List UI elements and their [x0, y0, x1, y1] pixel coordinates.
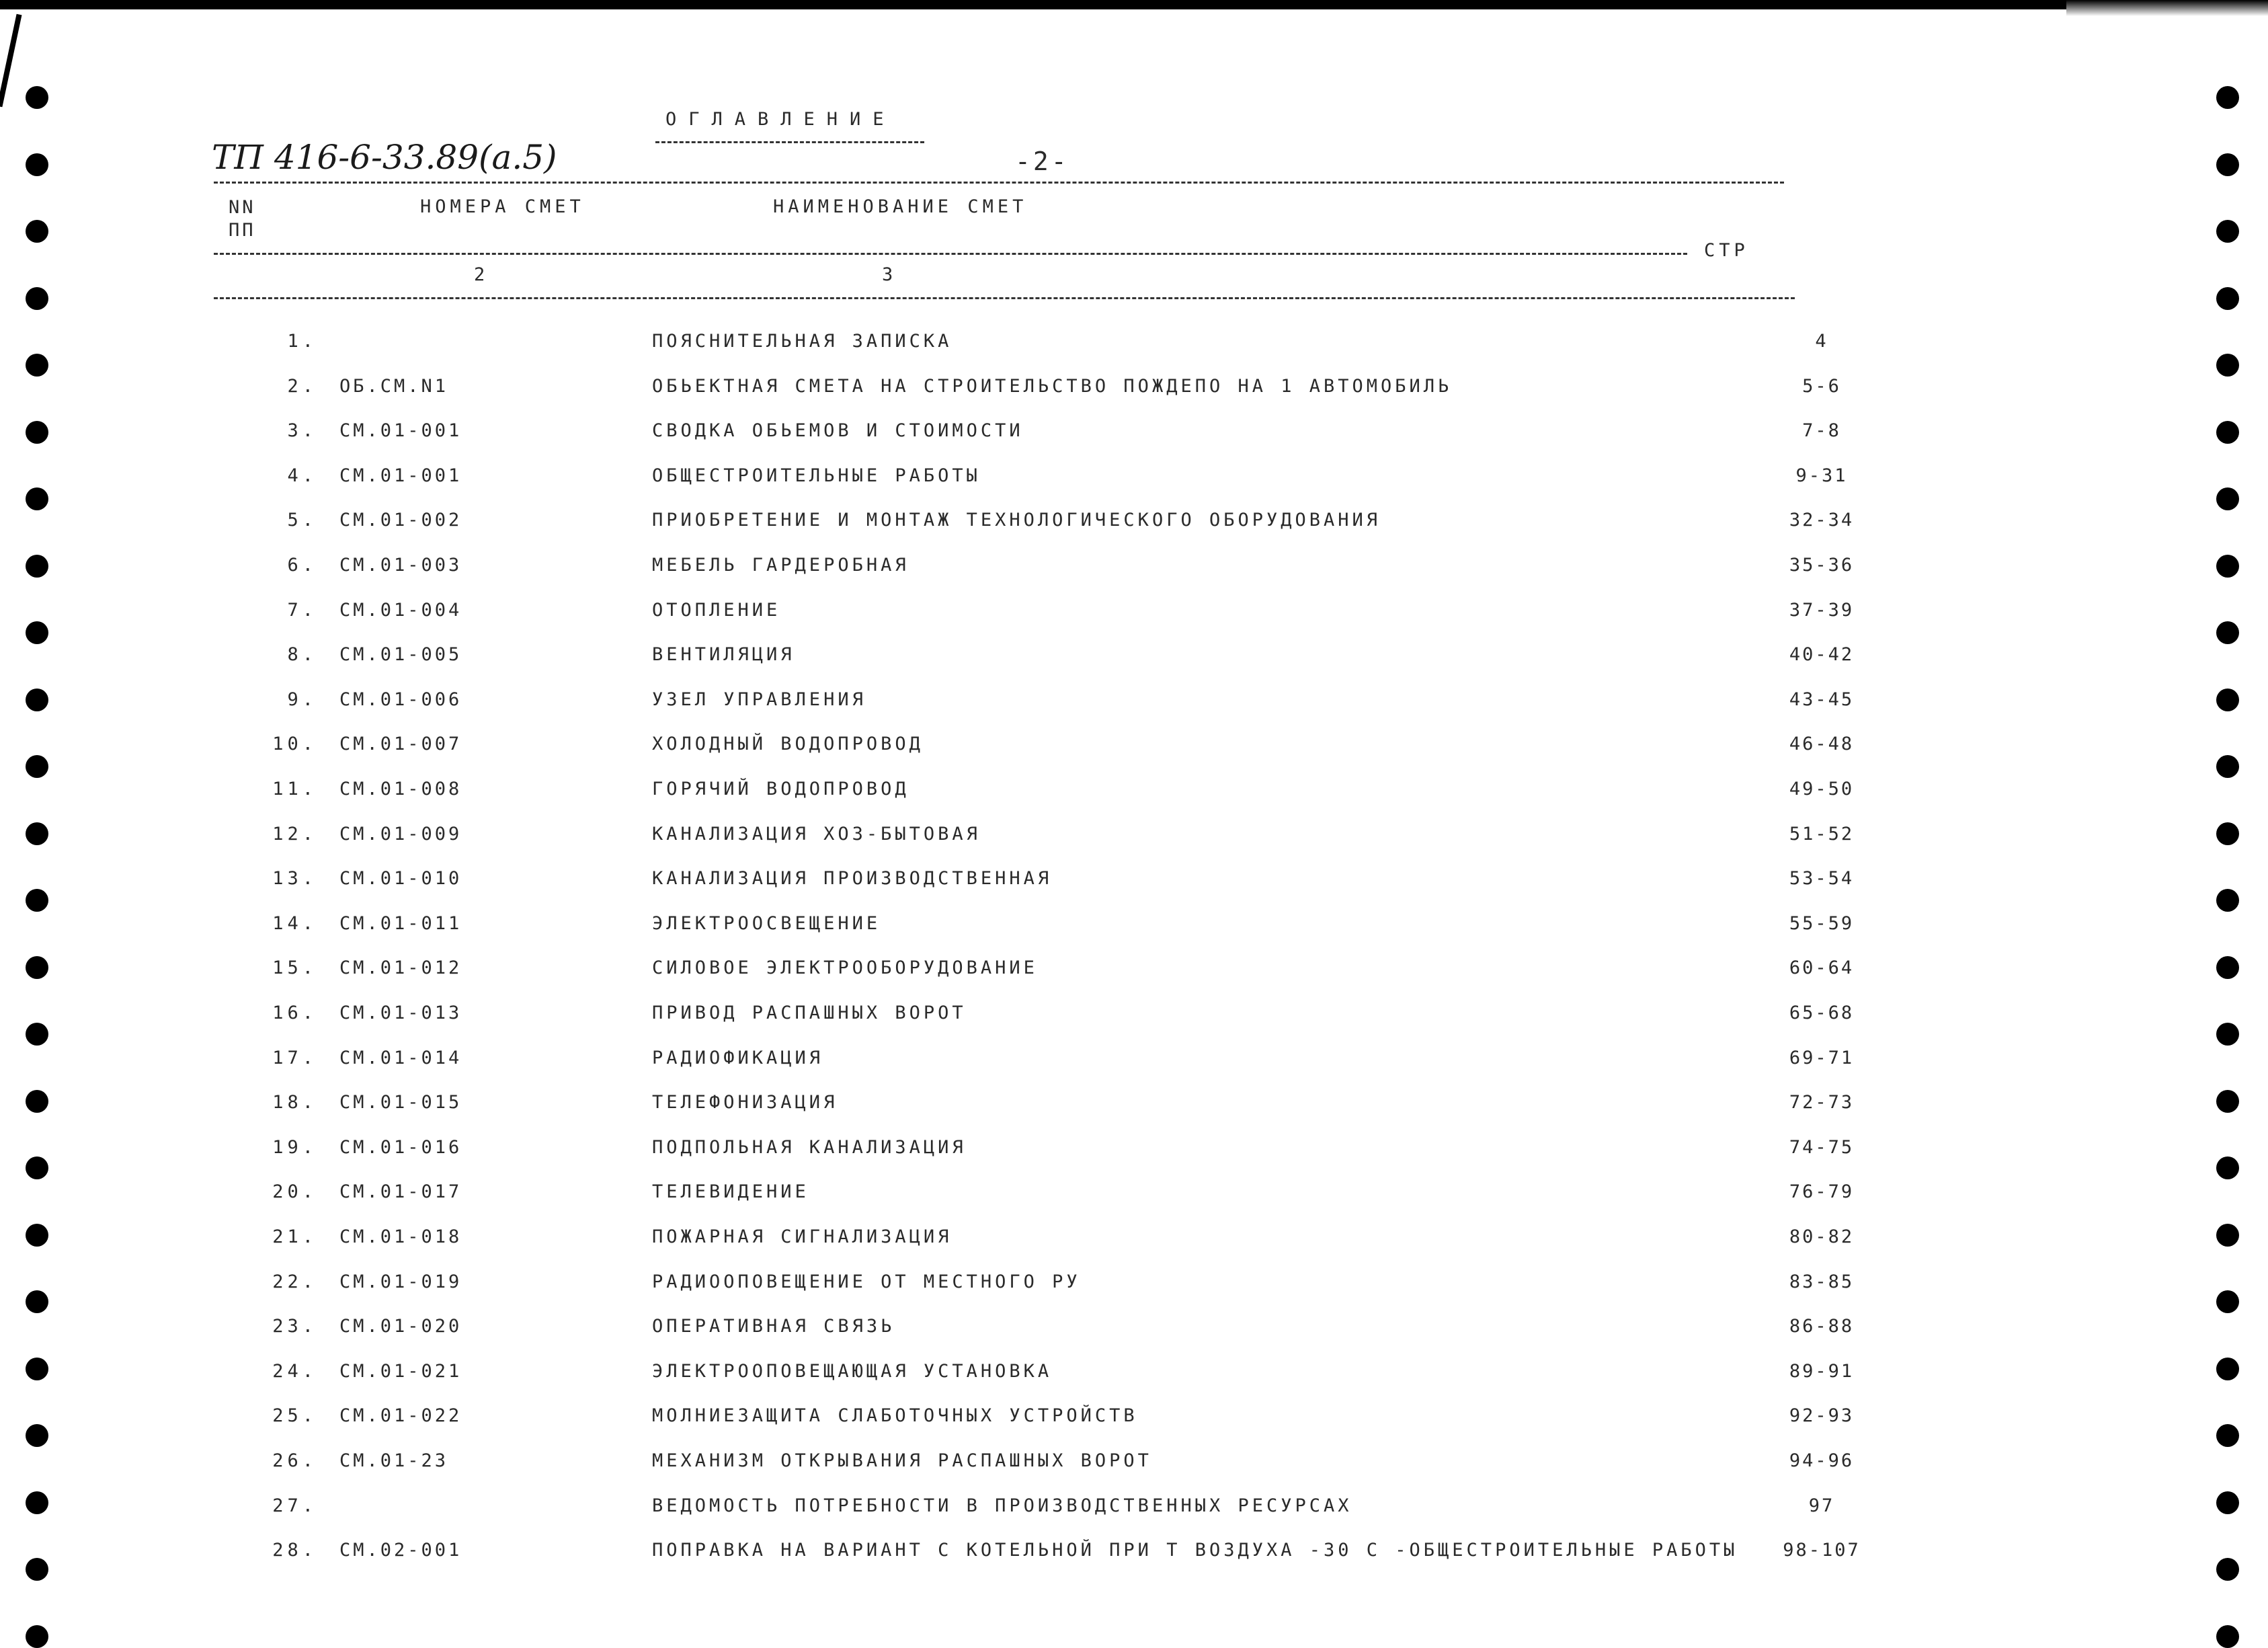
- table-row: [0, 465, 2268, 506]
- row-number: 14.: [272, 913, 317, 934]
- page-number-mark: -2-: [1015, 147, 1069, 176]
- estimate-name: ГОРЯЧИЙ ВОДОПРОВОД: [652, 779, 909, 799]
- table-row: [0, 1003, 2268, 1043]
- estimate-name: ОПЕРАТИВНАЯ СВЯЗЬ: [652, 1316, 895, 1337]
- table-row: [0, 689, 2268, 730]
- table-row: [0, 1361, 2268, 1401]
- page-range: 55-59: [1789, 913, 1855, 934]
- estimate-name: ПРИОБРЕТЕНИЕ И МОНТАЖ ТЕХНОЛОГИЧЕСКОГО ОБОРУДОВАНИЯ: [652, 510, 1381, 531]
- page-range: 65-68: [1789, 1003, 1855, 1023]
- page-range: 74-75: [1789, 1137, 1855, 1158]
- estimate-name: СВОДКА ОБЬЕМОВ И СТОИМОСТИ: [652, 420, 1024, 441]
- estimate-name: РАДИОФИКАЦИЯ: [652, 1048, 824, 1068]
- row-number: 6.: [287, 555, 317, 576]
- estimate-name: УЗЕЛ УПРАВЛЕНИЯ: [652, 689, 866, 710]
- row-number: 4.: [287, 465, 317, 486]
- table-row: [0, 376, 2268, 416]
- tractor-hole: [2216, 86, 2239, 109]
- rule-top: [214, 182, 1784, 184]
- estimate-name: ПОДПОЛЬНАЯ КАНАЛИЗАЦИЯ: [652, 1137, 967, 1158]
- estimate-name: ХОЛОДНЫЙ ВОДОПРОВОД: [652, 734, 924, 754]
- estimate-name: ПРИВОД РАСПАШНЫХ ВОРОТ: [652, 1003, 967, 1023]
- table-row: [0, 555, 2268, 595]
- table-row: [0, 420, 2268, 461]
- estimate-code: СМ.01-001: [339, 465, 462, 486]
- row-number: 7.: [287, 600, 317, 621]
- estimate-name: ОБЬЕКТНАЯ СМЕТА НА СТРОИТЕЛЬСТВО ПОЖДЕПО НА 1 АВТОМОБИЛЬ: [652, 376, 1453, 397]
- table-row: [0, 1226, 2268, 1267]
- estimate-name: СИЛОВОЕ ЭЛЕКТРООБОРУДОВАНИЕ: [652, 957, 1038, 978]
- page-title: ОГЛАВЛЕНИЕ: [665, 109, 896, 130]
- tractor-hole: [26, 1625, 48, 1648]
- row-number: 15.: [272, 957, 317, 978]
- estimate-name: ПОЯСНИТЕЛЬНАЯ ЗАПИСКА: [652, 331, 953, 352]
- estimate-code: СМ.01-005: [339, 644, 462, 665]
- table-row: [0, 600, 2268, 640]
- row-number: 11.: [272, 779, 317, 799]
- row-number: 12.: [272, 824, 317, 845]
- page-range: 83-85: [1789, 1271, 1855, 1292]
- tractor-hole: [26, 86, 48, 109]
- estimate-name: ТЕЛЕВИДЕНИЕ: [652, 1181, 809, 1202]
- row-number: 18.: [272, 1092, 317, 1113]
- page-range: 37-39: [1789, 600, 1855, 621]
- estimate-name: КАНАЛИЗАЦИЯ ПРОИЗВОДСТВЕННАЯ: [652, 868, 1053, 889]
- estimate-code: СМ.01-006: [339, 689, 462, 710]
- page-range: 80-82: [1789, 1226, 1855, 1247]
- title-underline: [655, 141, 924, 143]
- row-number: 20.: [272, 1181, 317, 1202]
- row-number: 3.: [287, 420, 317, 441]
- estimate-code: ОБ.СМ.N1: [339, 376, 449, 397]
- paper-left-tear: [0, 14, 22, 108]
- page-range: 5-6: [1802, 376, 1841, 397]
- estimate-code: СМ.01-008: [339, 779, 462, 799]
- page-range: 51-52: [1789, 824, 1855, 845]
- table-row: [0, 1405, 2268, 1446]
- tractor-hole: [2216, 153, 2239, 176]
- tractor-hole: [2216, 220, 2239, 243]
- column-header-names: НАИМЕНОВАНИЕ СМЕТ: [773, 196, 1028, 217]
- table-row: [0, 1271, 2268, 1312]
- estimate-code: СМ.01-020: [339, 1316, 462, 1337]
- row-number: 24.: [272, 1361, 317, 1382]
- table-row: [0, 1540, 2268, 1580]
- table-row: [0, 868, 2268, 908]
- page-range: 60-64: [1789, 957, 1855, 978]
- estimate-code: СМ.01-012: [339, 957, 462, 978]
- page-range: 9-31: [1795, 465, 1848, 486]
- table-row: [0, 1495, 2268, 1536]
- estimate-code: СМ.01-007: [339, 734, 462, 754]
- estimate-code: СМ.01-013: [339, 1003, 462, 1023]
- table-row: [0, 1316, 2268, 1356]
- row-number: 28.: [272, 1540, 317, 1561]
- page-range: 4: [1815, 331, 1828, 352]
- table-row: [0, 913, 2268, 953]
- paper-top-edge: [0, 0, 2268, 9]
- page-range: 86-88: [1789, 1316, 1855, 1337]
- page-range: 69-71: [1789, 1048, 1855, 1068]
- column-header-codes: НОМЕРА СМЕТ: [420, 196, 585, 217]
- estimate-code: СМ.01-018: [339, 1226, 462, 1247]
- row-number: 26.: [272, 1450, 317, 1471]
- estimate-code: СМ.01-014: [339, 1048, 462, 1068]
- estimate-name: КАНАЛИЗАЦИЯ ХОЗ-БЫТОВАЯ: [652, 824, 981, 845]
- row-number: 21.: [272, 1226, 317, 1247]
- row-number: 13.: [272, 868, 317, 889]
- handwritten-document-code: ТП 416-6-33.89(а.5): [212, 138, 557, 177]
- estimate-name: МЕХАНИЗМ ОТКРЫВАНИЯ РАСПАШНЫХ ВОРОТ: [652, 1450, 1152, 1471]
- estimate-code: СМ.01-017: [339, 1181, 462, 1202]
- table-row: [0, 1092, 2268, 1132]
- table-row: [0, 734, 2268, 774]
- estimate-code: СМ.01-021: [339, 1361, 462, 1382]
- estimate-code: СМ.01-022: [339, 1405, 462, 1426]
- row-number: 9.: [287, 689, 317, 710]
- table-row: [0, 1137, 2268, 1177]
- estimate-code: СМ.01-002: [339, 510, 462, 531]
- page-range: 49-50: [1789, 779, 1855, 799]
- tractor-hole: [2216, 1625, 2239, 1648]
- page-range: 43-45: [1789, 689, 1855, 710]
- tractor-hole: [26, 287, 48, 310]
- table-row: [0, 824, 2268, 864]
- estimate-name: ОБЩЕСТРОИТЕЛЬНЫЕ РАБОТЫ: [652, 465, 981, 486]
- table-row: [0, 779, 2268, 819]
- rule-middle: [214, 253, 1687, 255]
- page-range: 32-34: [1789, 510, 1855, 531]
- estimate-code: СМ.01-009: [339, 824, 462, 845]
- column-number-3: 3: [882, 264, 897, 285]
- estimate-code: СМ.02-001: [339, 1540, 462, 1561]
- column-header-page: СТР: [1704, 240, 1749, 261]
- estimate-code: СМ.01-016: [339, 1137, 462, 1158]
- page-range: 76-79: [1789, 1181, 1855, 1202]
- page-range: 98-107: [1783, 1540, 1861, 1561]
- table-row: [0, 644, 2268, 684]
- column-number-2: 2: [474, 264, 489, 285]
- row-number: 23.: [272, 1316, 317, 1337]
- row-number: 8.: [287, 644, 317, 665]
- estimate-code: СМ.01-001: [339, 420, 462, 441]
- estimate-name: ЭЛЕКТРООСВЕЩЕНИЕ: [652, 913, 881, 934]
- row-number: 27.: [272, 1495, 317, 1516]
- estimate-code: СМ.01-23: [339, 1450, 449, 1471]
- page-range: 7-8: [1802, 420, 1841, 441]
- row-number: 19.: [272, 1137, 317, 1158]
- row-number: 22.: [272, 1271, 317, 1292]
- table-row: [0, 1048, 2268, 1088]
- row-number: 5.: [287, 510, 317, 531]
- page-range: 53-54: [1789, 868, 1855, 889]
- table-row: [0, 1181, 2268, 1222]
- page-range: 89-91: [1789, 1361, 1855, 1382]
- page-range: 35-36: [1789, 555, 1855, 576]
- page-range: 72-73: [1789, 1092, 1855, 1113]
- estimate-name: ОТОПЛЕНИЕ: [652, 600, 781, 621]
- row-number: 2.: [287, 376, 317, 397]
- estimate-name: ПОПРАВКА НА ВАРИАНТ С КОТЕЛЬНОЙ ПРИ Т ВОЗДУХА -30 С -ОБЩЕСТРОИТЕЛЬНЫЕ РАБОТЫ: [652, 1540, 1738, 1561]
- row-number: 1.: [287, 331, 317, 352]
- page-range: 40-42: [1789, 644, 1855, 665]
- estimate-name: ВЕНТИЛЯЦИЯ: [652, 644, 795, 665]
- tractor-hole: [26, 220, 48, 243]
- estimate-code: СМ.01-010: [339, 868, 462, 889]
- row-number: 10.: [272, 734, 317, 754]
- table-row: [0, 1450, 2268, 1491]
- estimate-name: ЭЛЕКТРООПОВЕЩАЮЩАЯ УСТАНОВКА: [652, 1361, 1053, 1382]
- page-range: 97: [1808, 1495, 1835, 1516]
- row-number: 16.: [272, 1003, 317, 1023]
- estimate-code: СМ.01-011: [339, 913, 462, 934]
- table-row: [0, 957, 2268, 998]
- estimate-name: ВЕДОМОСТЬ ПОТРЕБНОСТИ В ПРОИЗВОДСТВЕННЫХ РЕСУРСАХ: [652, 1495, 1352, 1516]
- rule-bottom: [214, 297, 1795, 299]
- column-header-nn: NN ПП: [229, 197, 256, 241]
- page-range: 94-96: [1789, 1450, 1855, 1471]
- estimate-code: СМ.01-004: [339, 600, 462, 621]
- estimate-name: ТЕЛЕФОНИЗАЦИЯ: [652, 1092, 838, 1113]
- estimate-code: СМ.01-003: [339, 555, 462, 576]
- tractor-hole: [2216, 287, 2239, 310]
- estimate-name: МЕБЕЛЬ ГАРДЕРОБНАЯ: [652, 555, 909, 576]
- estimate-name: РАДИООПОВЕЩЕНИЕ ОТ МЕСТНОГО РУ: [652, 1271, 1081, 1292]
- estimate-code: СМ.01-019: [339, 1271, 462, 1292]
- estimate-name: ПОЖАРНАЯ СИГНАЛИЗАЦИЯ: [652, 1226, 953, 1247]
- estimate-code: СМ.01-015: [339, 1092, 462, 1113]
- table-row: [0, 331, 2268, 371]
- table-row: [0, 510, 2268, 550]
- row-number: 17.: [272, 1048, 317, 1068]
- estimate-name: МОЛНИЕЗАЩИТА СЛАБОТОЧНЫХ УСТРОЙСТВ: [652, 1405, 1138, 1426]
- page-range: 46-48: [1789, 734, 1855, 754]
- row-number: 25.: [272, 1405, 317, 1426]
- page-range: 92-93: [1789, 1405, 1855, 1426]
- tractor-hole: [26, 153, 48, 176]
